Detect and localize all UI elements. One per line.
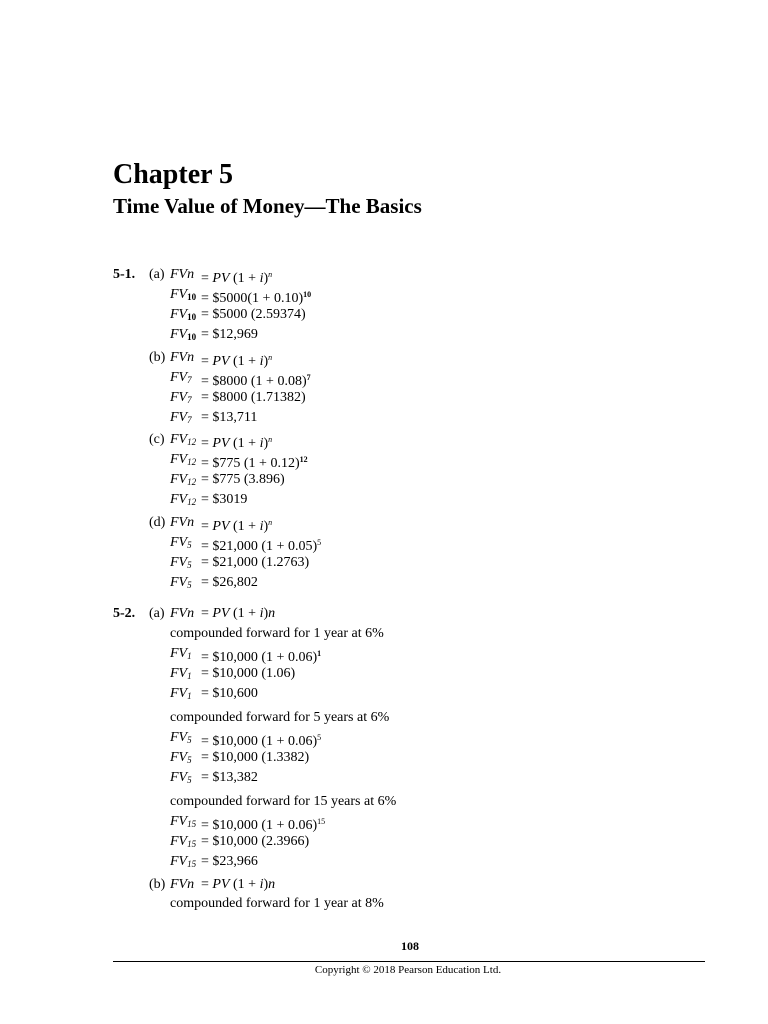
formula-rhs: = $10,000 $(1 + 0.06)^{15}$	[201, 817, 326, 833]
footer-divider	[113, 961, 705, 962]
compounding-note: compounded forward for 15 years at 6%	[170, 794, 397, 809]
formula-rhs: = $10,600	[201, 686, 258, 701]
formula-lhs: FVn	[170, 267, 195, 282]
formula-lhs: $FV_7$	[170, 410, 192, 425]
compounding-note: compounded forward for 5 years at 6%	[170, 710, 390, 725]
formula-lhs: $FV_{12}$	[170, 452, 197, 467]
formula-lhs: $FV_{10}$	[170, 287, 197, 302]
formula-lhs: $FV_{15}$	[170, 854, 197, 869]
formula-lhs: $FV_5$	[170, 555, 192, 570]
formula-rhs: = PV (1 + i)n	[201, 877, 276, 892]
chapter-subtitle: Time Value of Money—The Basics	[113, 194, 422, 218]
part-label: (d)	[149, 515, 166, 530]
formula-rhs: = $10,000 $(1 + 0.06)^5$	[201, 733, 322, 749]
formula-lhs: $FV_{10}$	[170, 327, 197, 342]
problem-number: 5-2.	[113, 606, 136, 621]
formula-rhs: = $8000 (1.71382)	[201, 390, 306, 405]
formula-rhs: = $21,000 (1.2763)	[201, 555, 310, 570]
formula-rhs: = $3019	[201, 492, 248, 507]
formula-rhs: = $26,802	[201, 575, 258, 590]
formula-rhs: = $5000(1 + 0.10)$^{10}$	[201, 290, 312, 306]
formula-rhs: = $5000 (2.59374)	[201, 307, 306, 322]
part-label: (b)	[149, 877, 166, 892]
formula-lhs: $FV_5$	[170, 535, 192, 550]
formula-rhs: = $775 (3.896)	[201, 472, 285, 487]
part-label: (b)	[149, 350, 166, 365]
formula-lhs: $FV_5$	[170, 575, 192, 590]
formula-rhs: = $775 $(1 + 0.12)^{12}$	[201, 455, 308, 471]
formula-rhs: = $10,000 (2.3966)	[201, 834, 310, 849]
formula-lhs: $FV_{12}$	[170, 432, 197, 447]
formula-rhs: = PV $(1 + i)^n$	[201, 518, 273, 534]
formula-lhs: $FV_{15}$	[170, 814, 197, 829]
formula-rhs: = $13,382	[201, 770, 258, 785]
formula-rhs: = $23,966	[201, 854, 258, 869]
copyright-notice: Copyright © 2018 Pearson Education Ltd.	[314, 964, 502, 976]
formula-lhs: $FV_{10}$	[170, 307, 197, 322]
formula-rhs: = $10,000 $(1 + 0.06)^1$	[201, 649, 322, 665]
formula-rhs: = PV $(1 + i)^n$	[201, 435, 273, 451]
formula-lhs: $FV_5$	[170, 750, 192, 765]
formula-rhs: = $8000 $(1 + 0.08)^7$	[201, 373, 311, 389]
formula-lhs: FVn	[170, 877, 195, 892]
part-label: (c)	[149, 432, 165, 447]
formula-rhs: = $13,711	[201, 410, 258, 425]
chapter-title: Chapter 5	[113, 159, 234, 190]
formula-lhs: FVn	[170, 606, 195, 621]
formula-lhs: $FV_5$	[170, 770, 192, 785]
formula-rhs: = $10,000 (1.06)	[201, 666, 296, 681]
formula-lhs: $FV_7$	[170, 390, 192, 405]
formula-lhs: $FV_1$	[170, 666, 192, 681]
formula-lhs: $FV_5$	[170, 730, 192, 745]
compounding-note: compounded forward for 1 year at 8%	[170, 896, 384, 911]
part-label: (a)	[149, 267, 165, 282]
formula-rhs: = PV (1 + i)n	[201, 606, 276, 621]
page-number: 108	[401, 939, 419, 953]
formula-lhs: $FV_{12}$	[170, 472, 197, 487]
formula-rhs: = $10,000 (1.3382)	[201, 750, 310, 765]
formula-lhs: $FV_7$	[170, 370, 192, 385]
formula-lhs: $FV_{15}$	[170, 834, 197, 849]
part-label: (a)	[149, 606, 165, 621]
problem-number: 5-1.	[113, 267, 136, 282]
formula-rhs: = $21,000 $(1 + 0.05)^5$	[201, 538, 322, 554]
formula-rhs: = $12,969	[201, 327, 258, 342]
formula-rhs: = PV $(1 + i)^n$	[201, 270, 273, 286]
formula-lhs: $FV_{12}$	[170, 492, 197, 507]
formula-lhs: $FV_1$	[170, 646, 192, 661]
formula-rhs: = PV $(1 + i)^n$	[201, 353, 273, 369]
formula-lhs: $FV_1$	[170, 686, 192, 701]
formula-lhs: FVn	[170, 515, 195, 530]
compounding-note: compounded forward for 1 year at 6%	[170, 626, 384, 641]
formula-lhs: FVn	[170, 350, 195, 365]
